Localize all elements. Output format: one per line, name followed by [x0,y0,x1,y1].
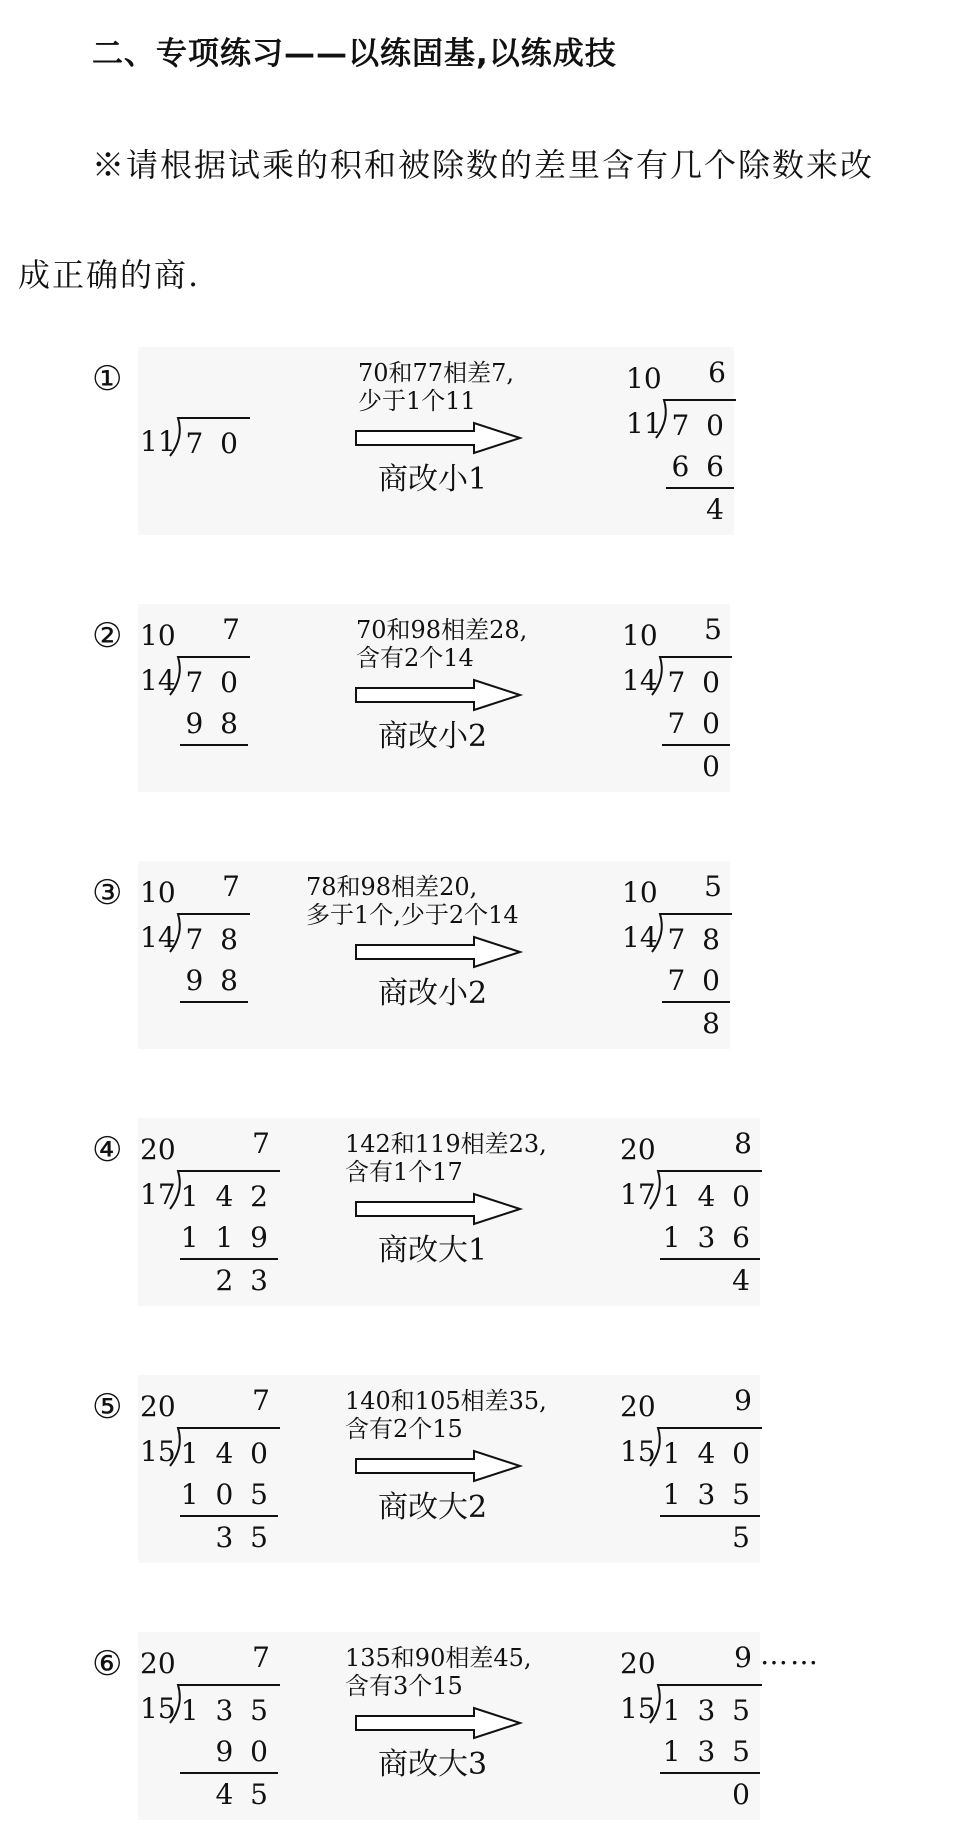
instruction-line-1: ※请根据试乘的积和被除数的差里含有几个除数来改 [92,146,875,184]
left-quotient-6: 7 [252,1641,270,1674]
left-divisor-6: 15 [140,1692,176,1725]
result-label-5: 商改大2 [378,1490,488,1525]
right-product-line-1 [666,487,734,489]
left-quotient-2: 7 [222,613,240,646]
ellipsis: …… [760,1638,820,1671]
note-line2-1: 少于1个11 [358,387,476,415]
right-remainder-6: 0 [732,1778,754,1811]
note-line1-5: 140和105相差35, [345,1387,547,1415]
right-divisor-3: 14 [622,921,658,954]
right-quotient-5: 9 [734,1384,752,1417]
left-quotient-5: 7 [252,1384,270,1417]
left-quotient-place-6: 20 [140,1647,176,1680]
right-quotient-place-1: 10 [626,362,662,395]
left-quotient-place-5: 20 [140,1390,176,1423]
note-line1-1: 70和77相差7, [358,359,514,387]
right-product-line-4 [660,1258,760,1260]
right-dividend-5: 1 4 0 [662,1437,754,1470]
left-dividend-3: 7 8 [185,923,242,956]
right-product-5: 1 3 5 [662,1478,754,1511]
right-quotient-6: 9 [734,1641,752,1674]
left-product-2: 9 8 [185,707,242,740]
left-product-3: 9 8 [185,964,242,997]
right-product-3: 7 0 [667,964,724,997]
left-quotient-4: 7 [252,1127,270,1160]
right-remainder-3: 8 [702,1007,724,1040]
problem-marker-5: ⑤ [92,1387,123,1427]
left-product-line-5 [180,1515,278,1517]
right-quotient-4: 8 [734,1127,752,1160]
left-divisor-1: 11 [140,425,176,458]
instruction-line-2: 成正确的商. [18,256,201,294]
right-quotient-place-5: 20 [620,1390,656,1423]
result-label-6: 商改大3 [378,1747,488,1782]
left-remainder-4: 2 3 [215,1264,272,1297]
result-label-3: 商改小2 [378,976,488,1011]
right-quotient-place-4: 20 [620,1133,656,1166]
note-line1-3: 78和98相差20, [306,873,478,901]
left-divisor-3: 14 [140,921,176,954]
left-dividend-2: 7 0 [185,666,242,699]
right-remainder-5: 5 [732,1521,754,1554]
left-divisor-2: 14 [140,664,176,697]
left-product-line-2 [180,744,248,746]
right-remainder-4: 4 [732,1264,754,1297]
note-line2-6: 含有3个15 [345,1672,463,1700]
right-remainder-1: 4 [706,493,728,526]
left-dividend-1: 7 0 [185,427,242,460]
problem-marker-2: ② [92,616,123,656]
note-line2-2: 含有2个14 [356,644,474,672]
note-line2-4: 含有1个17 [345,1158,463,1186]
problem-marker-1: ① [92,359,123,399]
arrow-2 [354,678,524,712]
right-quotient-place-3: 10 [622,876,658,909]
right-product-4: 1 3 6 [662,1221,754,1254]
right-product-6: 1 3 5 [662,1735,754,1768]
right-quotient-place-2: 10 [622,619,658,652]
problem-marker-6: ⑥ [92,1644,123,1684]
left-product-line-3 [180,1001,248,1003]
right-dividend-4: 1 4 0 [662,1180,754,1213]
arrow-3 [354,935,524,969]
right-product-line-2 [662,744,730,746]
left-remainder-6: 4 5 [215,1778,272,1811]
problem-marker-3: ③ [92,873,123,913]
note-line2-3: 多于1个,少于2个14 [306,901,519,929]
note-line1-6: 135和90相差45, [345,1644,532,1672]
right-dividend-1: 7 0 [671,409,728,442]
result-label-4: 商改大1 [378,1233,488,1268]
left-quotient-place-2: 10 [140,619,176,652]
left-product-line-6 [180,1772,278,1774]
left-divisor-5: 15 [140,1435,176,1468]
arrow-4 [354,1192,524,1226]
note-line2-5: 含有2个15 [345,1415,463,1443]
left-product-6: 9 0 [215,1735,272,1768]
right-product-2: 7 0 [667,707,724,740]
left-divisor-4: 17 [140,1178,176,1211]
right-dividend-6: 1 3 5 [662,1694,754,1727]
result-label-1: 商改小1 [378,462,488,497]
section-heading: 二、专项练习——以练固基,以练成技 [92,36,617,72]
right-quotient-place-6: 20 [620,1647,656,1680]
arrow-6 [354,1706,524,1740]
right-divisor-1: 11 [626,407,662,440]
right-quotient-3: 5 [704,870,722,903]
right-product-line-5 [660,1515,760,1517]
right-product-line-3 [662,1001,730,1003]
right-dividend-2: 7 0 [667,666,724,699]
right-quotient-1: 6 [708,356,726,389]
right-quotient-2: 5 [704,613,722,646]
right-product-line-6 [660,1772,760,1774]
problem-marker-4: ④ [92,1130,123,1170]
left-product-line-4 [180,1258,278,1260]
right-divisor-6: 15 [620,1692,656,1725]
left-quotient-place-4: 20 [140,1133,176,1166]
right-remainder-2: 0 [702,750,724,783]
right-divisor-2: 14 [622,664,658,697]
left-product-5: 1 0 5 [180,1478,272,1511]
right-product-1: 6 6 [671,450,728,483]
right-dividend-3: 7 8 [667,923,724,956]
right-divisor-4: 17 [620,1178,656,1211]
left-quotient-3: 7 [222,870,240,903]
left-dividend-5: 1 4 0 [180,1437,272,1470]
arrow-1 [354,421,524,455]
right-divisor-5: 15 [620,1435,656,1468]
result-label-2: 商改小2 [378,719,488,754]
note-line1-4: 142和119相差23, [345,1130,547,1158]
note-line1-2: 70和98相差28, [356,616,528,644]
left-quotient-place-3: 10 [140,876,176,909]
left-remainder-5: 3 5 [215,1521,272,1554]
left-dividend-6: 1 3 5 [180,1694,272,1727]
arrow-5 [354,1449,524,1483]
left-dividend-4: 1 4 2 [180,1180,272,1213]
left-product-4: 1 1 9 [180,1221,272,1254]
